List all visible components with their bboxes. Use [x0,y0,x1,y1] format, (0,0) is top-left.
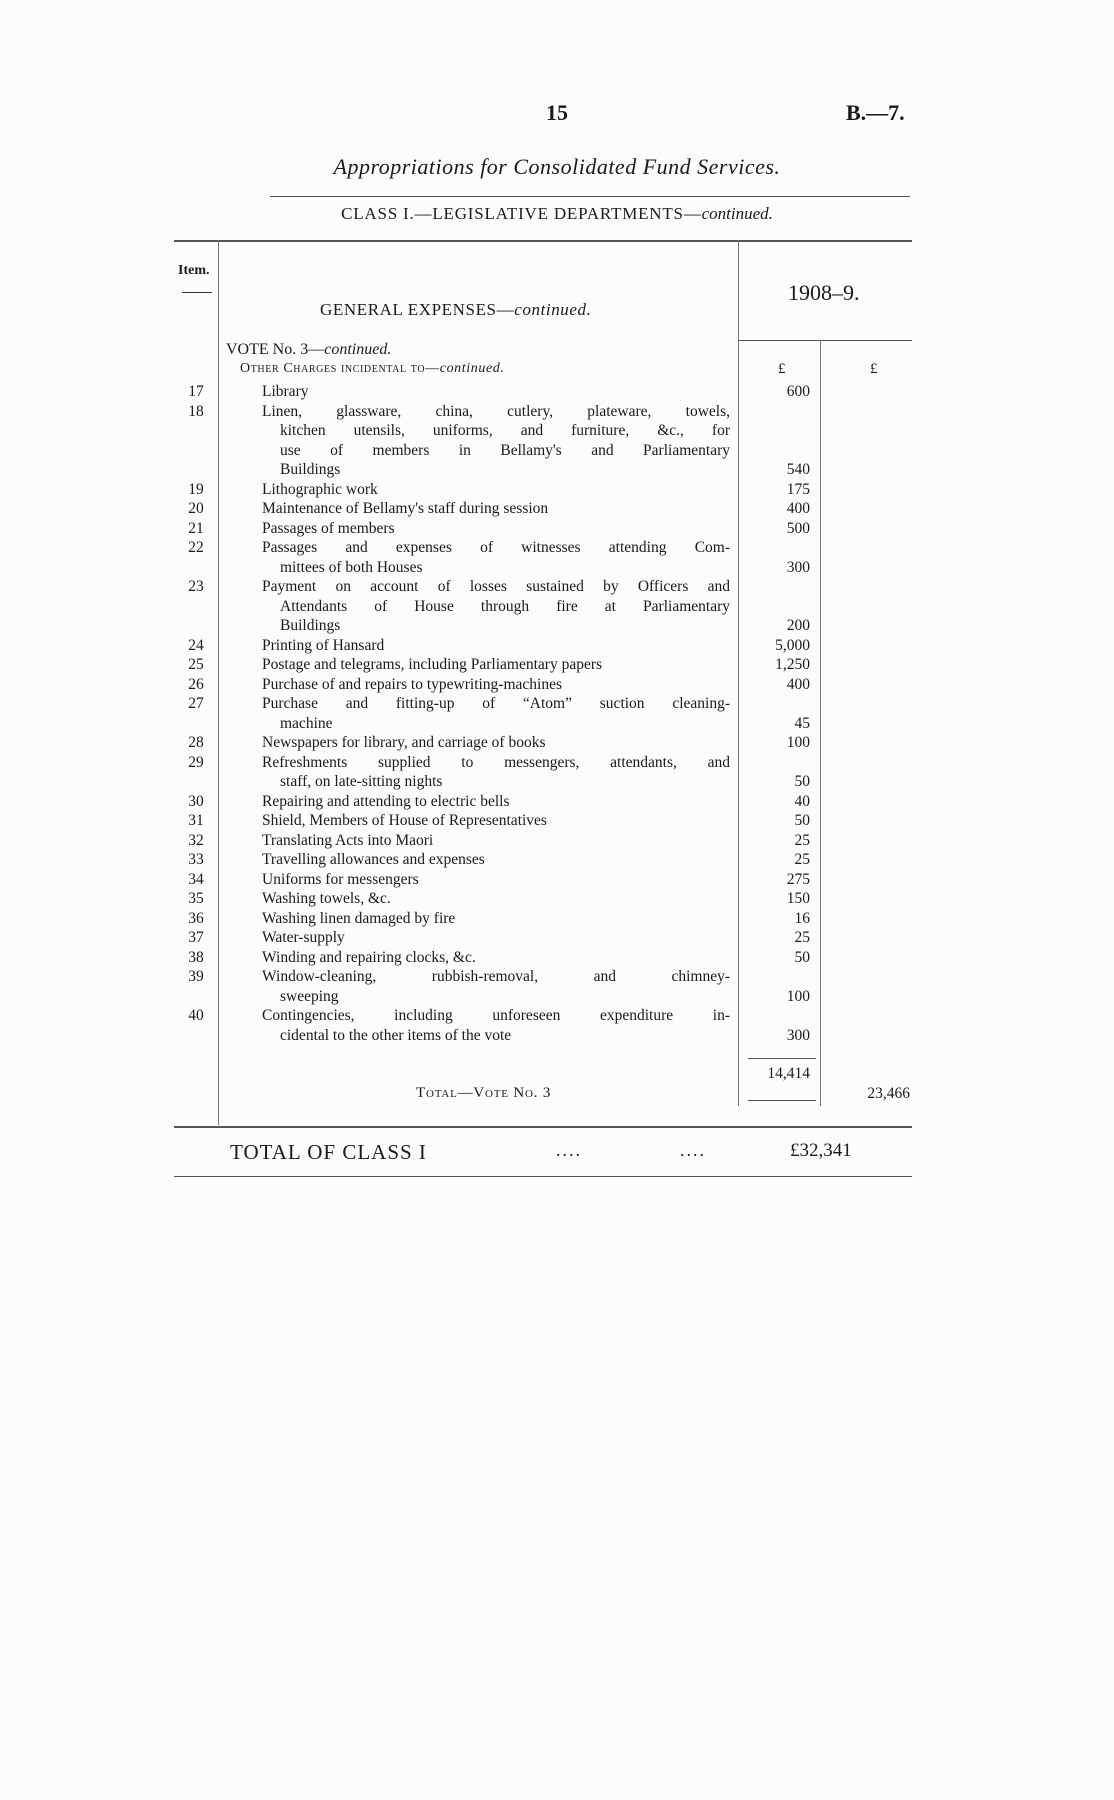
item-description-line: Travelling allowances and expenses [262,851,485,868]
subtotal-rule [748,1058,816,1059]
item-description [262,753,730,792]
item-description [262,948,730,968]
item-description [262,636,730,656]
item-amount: 25 [794,831,810,849]
total-column-rule [820,340,821,1106]
item-description [262,519,730,539]
item-description-line: Buildings [280,617,341,634]
item-description [262,792,730,812]
item-number: 35 [188,890,204,907]
subheading-suffix: continued. [439,361,505,376]
item-number: 27 [188,695,204,712]
item-amount: 16 [794,909,810,927]
item-number: 23 [188,578,204,595]
item-description-line: Maintenance of Bellamy's staff during session [262,500,549,517]
item-amount: 5,000 [775,636,810,654]
item-number: 25 [188,656,204,673]
item-description-line: Shield, Members of House of Representatives [262,812,547,829]
item-number: 24 [188,636,204,654]
item-number: 36 [188,909,204,927]
item-column-rule [218,240,219,1125]
item-amount: 45 [794,714,810,732]
item-description-line: Washing linen damaged by fire [262,909,456,927]
item-description [262,402,730,480]
item-header-dash [182,292,212,293]
item-description-line: Postage and telegrams, including Parliamentary papers [262,656,603,673]
class-total-leader-1: .... [556,1140,582,1160]
item-description [262,694,730,733]
item-description-line: Linen, glassware, china, cutlery, plateware, towels, [262,402,730,420]
class-total-amount: £32,341 [790,1140,852,1161]
item-description-line: Washing towels, &c. [262,890,391,907]
currency-col2: £ [870,361,878,377]
item-number: 21 [188,519,204,537]
total-vote-amount: 23,466 [867,1085,910,1102]
item-number: 17 [188,383,204,400]
item-number: 20 [188,500,204,517]
item-description-line: Repairing and attending to electric bells [262,792,510,810]
item-description-line: Water-supply [262,929,345,946]
item-number: 32 [188,831,204,849]
item-description-line: Purchase and fitting-up of “Atom” suction cleaning- [262,695,730,712]
item-description [262,733,730,753]
item-number: 22 [188,539,204,556]
item-description [262,889,730,909]
item-amount: 400 [786,675,810,693]
item-amount: 25 [794,929,810,946]
subtotal-underline [748,1100,816,1101]
document-reference: B.—7. [846,100,905,125]
item-amount: 25 [794,851,810,868]
item-description [262,967,730,1006]
item-number: 26 [188,675,204,693]
item-number: 28 [188,734,204,751]
item-description [262,499,730,519]
item-description-line: Passages of members [262,519,395,537]
vote-label-suffix: continued. [324,341,392,358]
item-description [262,577,730,636]
item-description [262,655,730,675]
amount-column-rule [738,240,739,1106]
item-description-line: kitchen utensils, uniforms, and furniture, &c., for [280,422,730,439]
item-amount: 1,250 [775,656,810,673]
table-bottom-rule [174,1126,912,1128]
item-number: 31 [188,812,204,829]
item-description [262,382,730,402]
item-amount: 50 [794,773,810,790]
item-description-line: use of members in Bellamy's and Parliamentary [280,441,730,459]
section-heading-suffix: continued. [514,300,592,319]
item-amount: 150 [786,890,810,907]
item-description-line: Passages and expenses of witnesses attending Com- [262,539,730,556]
vote-label [226,341,391,359]
item-description [262,811,730,831]
item-amount: 50 [794,812,810,829]
item-number: 37 [188,929,204,946]
item-amount: 40 [794,792,810,810]
page-title: Appropriations for Consolidated Fund Services. [333,154,781,179]
item-description [262,870,730,890]
subtotal-amount: 14,414 [767,1065,810,1082]
item-description-line: Payment on account of losses sustained by Officers and [262,578,730,595]
item-description-line: sweeping [280,987,339,1005]
item-description [262,850,730,870]
item-description [262,675,730,695]
item-description-line: Purchase of and repairs to typewriting-machines [262,675,563,693]
item-description-line: Window-cleaning, rubbish-removal, and chimney- [262,968,730,985]
item-description-line: Attendants of House through fire at Parliamentary [280,597,730,615]
item-description-line: mittees of both Houses [280,558,423,576]
item-description [262,909,730,929]
table-top-rule [174,240,912,242]
item-number: 34 [188,870,204,888]
item-amount: 300 [786,1026,810,1044]
item-amount: 100 [786,987,810,1005]
item-number: 33 [188,851,204,868]
item-description-line: Uniforms for messengers [262,870,419,888]
currency-col1: £ [778,361,786,377]
item-description-line: Printing of Hansard [262,636,385,654]
item-description-line: Buildings [280,461,341,478]
item-description-line: cidental to the other items of the vote [280,1026,512,1044]
item-number: 18 [188,402,204,420]
class-heading-title: CLASS I.—LEGISLATIVE DEPARTMENTS— [341,204,702,223]
item-amount: 400 [786,500,810,517]
section-heading [320,300,592,320]
item-amount: 500 [786,519,810,537]
title-rule [270,196,910,197]
year-header: 1908–9. [788,280,860,305]
item-description-line: Winding and repairing clocks, &c. [262,948,476,966]
item-description-line: Library [262,383,309,400]
item-amount: 50 [794,948,810,966]
class-heading [0,204,1114,224]
item-description [262,831,730,851]
item-description-line: Refreshments supplied to messengers, attendants, and [262,753,730,771]
item-amount: 300 [786,558,810,576]
item-description-line: Lithographic work [262,480,378,498]
section-heading-text: GENERAL EXPENSES— [320,300,515,319]
item-number: 29 [188,753,204,771]
item-amount: 275 [786,870,810,888]
item-amount: 600 [786,383,810,400]
item-description-line: machine [280,714,333,732]
total-vote-label-text: Total—Vote No. 3 [416,1085,552,1101]
class-heading-suffix: continued. [701,204,773,223]
class-total-leader-2: .... [680,1140,706,1160]
item-description [262,1006,730,1045]
class-total-label: TOTAL OF CLASS I [230,1140,427,1164]
item-description-line: Translating Acts into Maori [262,831,434,849]
item-amount: 200 [786,617,810,634]
vote-label-text: VOTE No. 3— [226,341,325,358]
subheading-text: Other Charges incidental to— [240,361,440,376]
item-description-line: Newspapers for library, and carriage of books [262,734,546,751]
item-description [262,538,730,577]
year-rule [738,340,912,341]
item-number: 38 [188,948,204,966]
item-description-line: Contingencies, including unforeseen expenditure in- [262,1007,730,1024]
item-column-header: Item. [178,263,210,278]
item-description-line: staff, on late-sitting nights [280,773,443,790]
item-amount: 540 [786,461,810,478]
item-number: 39 [188,968,204,985]
item-number: 19 [188,480,204,498]
item-description [262,480,730,500]
item-amount: 175 [786,480,810,498]
item-amount: 100 [786,734,810,751]
total-vote-label [416,1085,551,1102]
class-total-rule [174,1176,912,1177]
item-number: 40 [188,1007,204,1024]
item-number: 30 [188,792,204,810]
page-number: 15 [546,100,568,125]
item-description [262,928,730,948]
subheading [240,361,504,377]
